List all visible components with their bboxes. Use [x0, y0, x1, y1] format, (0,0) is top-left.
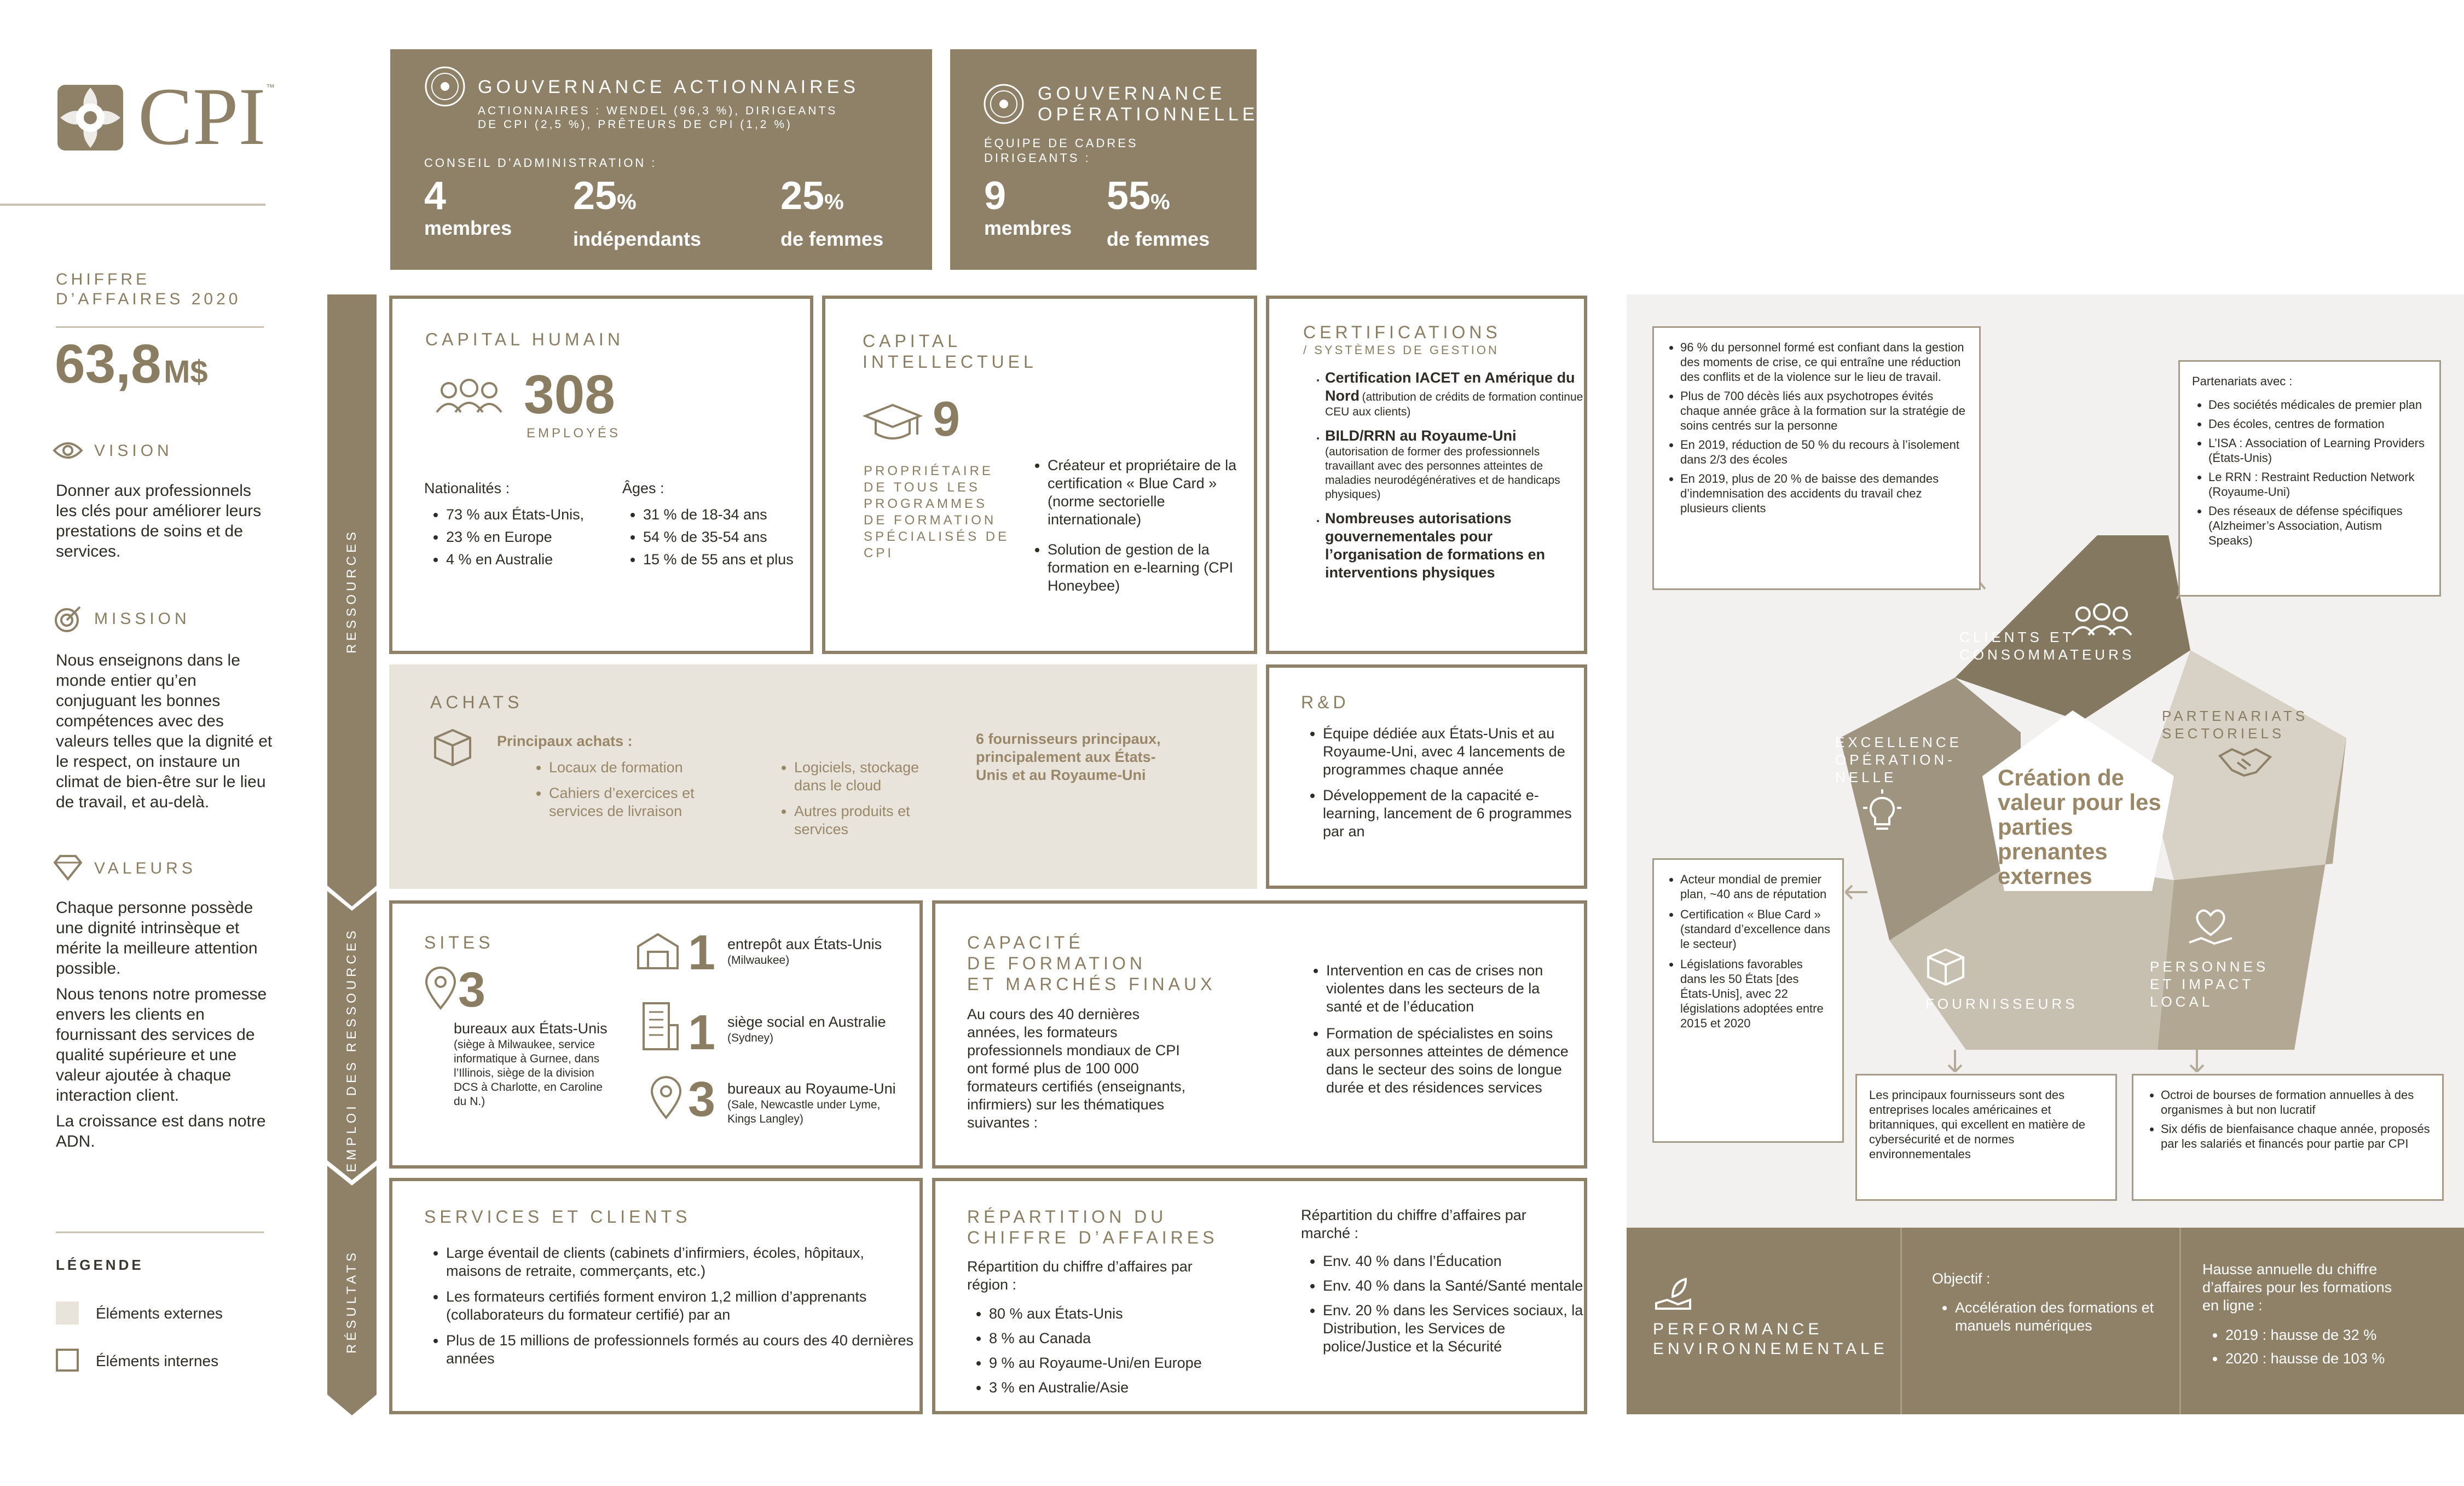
achats-col1: • Locaux de formation • Cahiers d’exercices et services de livraison [530, 759, 735, 825]
logo [55, 71, 275, 162]
certifications-box [1266, 296, 1587, 654]
vision-text: Donner aux professionnels les clés pour améliorer leurs prestations de soins et de services. [56, 482, 262, 560]
env-panel [1627, 1228, 2464, 1414]
capital-intellectuel-box [822, 296, 1257, 654]
revenue-divider [56, 326, 264, 328]
building-icon [636, 998, 680, 1053]
capacite-title: CAPACITÉ DE FORMATION ET MARCHÉS FINAUX [967, 933, 1216, 994]
env-hausse-title: Hausse annuelle du chiffre d’affaires pour les formations en ligne : [2202, 1261, 2392, 1314]
note-clients: • 96 % du personnel formé est confiant dans la gestion des moments de crise, ce qui entraîne une réduction des conflits et de la violence sur le lieu de travail. • Plus de 700 décès liés aux psychotropes évités chaque année grâce à la formation sur la stratégie de soins centrés sur la personne • En 2019, réduction de 50 % du recours à l’isolement dans 2/3 des écoles • En 2019, plus de 20 % de baisse des demandes d’indemnisation des accidents du travail chez plusieurs clients [1652, 326, 1981, 590]
gov-share-board: CONSEIL D’ADMINISTRATION : [424, 156, 657, 170]
gov-share-stat3: 25% de femmes [780, 174, 884, 250]
certifications-list: • Certification IACET en Amérique du Nord (attribution de crédits de formation continue CEU aux clients) • BILD/RRN au Royaume-Uni (autorisation de former des professionnels travaillant avec des personnes atteintes de maladies neurodégénératives et de handicaps physiques) • Nombreuses autorisations gouvernementales pour l’organisation de formations en interventions physiques [1306, 369, 1588, 586]
note-people: • Octroi de bourses de formation annuelles à des organismes à but non lucratif • Six défis de bienfaisance chaque année, proposés par les salariés et financés pour partie par CPI [2132, 1074, 2444, 1201]
seg-partners-label: PARTENARIATS SECTORIELS [2162, 708, 2309, 742]
capital-intellectuel-num: 9 [933, 392, 961, 447]
services-list: • Large éventail de clients (cabinets d’infirmiers, écoles, hôpitaux, maisons de retraite, commerçants, etc.) • Les formateurs certifiés forment environ 1,2 million d’apprenants (collaborateurs du formateur certifié) par an • Plus de 15 millions de professionnels formés au cours des 40 dernières années [427, 1244, 922, 1372]
achats-sub: Principaux achats : [497, 733, 633, 749]
repartition-title: RÉPARTITION DU CHIFFRE D’AFFAIRES [967, 1207, 1218, 1247]
certifications-sub: / SYSTÈMES DE GESTION [1303, 343, 1499, 357]
gov-op-sub: ÉQUIPE DE CADRES DIRIGEANTS : [984, 136, 1138, 165]
sites-box [389, 900, 923, 1169]
achats-box [389, 664, 1257, 889]
repartition-market-list: • Env. 40 % dans l’Éducation • Env. 40 % dans la Santé/Santé mentale • Env. 20 % dans les Services sociaux, la Distribution, les Services de police/Justice et la Sécurité [1304, 1252, 1586, 1360]
capital-humain-num: 308 [524, 364, 615, 425]
location-pin-icon [650, 1076, 682, 1120]
eye-icon [53, 440, 83, 461]
mission-text: Nous enseignons dans le monde entier qu’en conjuguant les bonnes compétences avec des valeurs telles que la dignité et le respect, on instaure un climat de bien-être sur le lieu de travail, et au-delà. [56, 651, 273, 811]
seg-excellence-label: EXCELLENCE OPÉRATION-NELLE [1835, 734, 1962, 785]
certifications-title: CERTIFICATIONS [1303, 322, 1501, 342]
rail-ressources-label: RESSOURCES [344, 528, 359, 654]
env-objective-title: Objectif : [1932, 1270, 1991, 1287]
capital-intellectuel-list: • Créateur et propriétaire de la certification « Blue Card » (norme sectorielle internationale) • Solution de gestion de la formation en e-learning (CPI Honeybee) [1029, 456, 1256, 599]
location-pin-icon [424, 967, 457, 1010]
box-icon [431, 726, 475, 770]
seg-clients-label: CLIENTS ET CONSOMMATEURS [1959, 629, 2135, 663]
valeurs-title: VALEURS [94, 859, 196, 877]
legend-divider [56, 1231, 264, 1233]
seg-people-label: PERSONNES ET IMPACT LOCAL [2150, 958, 2269, 1010]
sites-n1: 3 [458, 963, 486, 1017]
gov-op-stat1: 9 membres [984, 174, 1072, 239]
repartition-region-list: • 80 % aux États-Unis • 8 % au Canada • 9 % au Royaume-Uni/en Europe • 3 % en Australie/Asie [970, 1305, 1274, 1401]
env-divider-1 [1900, 1228, 1902, 1414]
capacite-text: Au cours des 40 dernières années, les formateurs professionnels mondiaux de CPI ont formé plus de 100 000 formateurs certifiés (enseignants, infirmiers) sur les thématiques suivantes : [967, 1006, 1186, 1131]
capacite-list: • Intervention en cas de crises non violentes dans les secteurs de la santé et de l’éducation • Formation de spécialistes en soins aux personnes atteintes de démence dans le secteur des soins de longue durée et des résidences services [1308, 962, 1572, 1101]
capital-intellectuel-desc: PROPRIÉTAIRE DE TOUS LES PROGRAMMES DE FORMATION SPÉCIALISÉS DE CPI [864, 464, 1010, 560]
seg-suppliers-label: FOURNISSEURS [1925, 996, 2078, 1012]
rail-resultats-label: RÉSULTATS [344, 1249, 359, 1354]
services-box [389, 1178, 923, 1414]
logo-tm: ™ [266, 83, 275, 92]
note-excellence: • Acteur mondial de premier plan, ~40 ans de réputation • Certification « Blue Card » (standard d’excellence dans le secteur) • Législations favorables dans les 50 États [des États-Unis], avec 22 législations adoptées entre 2015 et 2020 [1652, 858, 1844, 1143]
env-objective-list: • Accélération des formations et manuels numériques [1936, 1299, 2196, 1339]
gov-op-panel [950, 49, 1257, 270]
legend-internal-label: Éléments internes [96, 1352, 219, 1369]
seal-icon [982, 82, 1026, 126]
vision-title: VISION [94, 442, 173, 460]
achats-col2: • Logiciels, stockage dans le cloud • Autres produits et services [776, 759, 953, 843]
gov-share-panel [390, 49, 932, 270]
note-partners: Partenariats avec : • Des sociétés médicales de premier plan • Des écoles, centres de formation • L’ISA : Association of Learning Providers (États-Unis) • Le RRN : Restraint Reduction Network (Royaume-Uni) • Des réseaux de défense spécifiques (Alzheimer’s Association, Autism Speaks) [2178, 360, 2441, 597]
sites-t1: bureaux aux États-Unis (siège à Milwaukee, service informatique à Gurnee, dans l’Illinois, siège de la division DCS à Charlotte, en Caroline du N.) [454, 1020, 608, 1108]
repartition-market-title: Répartition du chiffre d’affaires par marché : [1301, 1207, 1526, 1241]
nationalites-list: • 73 % aux États-Unis, • 23 % en Europe • 4 % en Australie [427, 506, 632, 573]
achats-title: ACHATS [430, 692, 523, 712]
gov-op-title: GOUVERNANCE OPÉRATIONNELLE [1038, 83, 1259, 125]
rd-list: • Équipe dédiée aux États-Unis et au Royaume-Uni, avec 4 lancements de programmes chaque année • Développement de la capacité e-learning, lancement de 6 programmes par an [1304, 725, 1580, 845]
sites-t4: bureaux au Royaume-Uni (Sale, Newcastle under Lyme, Kings Langley) [727, 1080, 896, 1125]
env-hausse-list: • 2019 : hausse de 32 % • 2020 : hausse de 103 % [2207, 1326, 2455, 1372]
rail-emploi-label: EMPLOI DES RESSOURCES [344, 927, 359, 1172]
sites-n3: 1 [688, 1005, 716, 1060]
sites-n4: 3 [688, 1072, 716, 1127]
capital-intellectuel-title: CAPITAL INTELLECTUEL [863, 331, 1037, 372]
rd-box [1266, 664, 1587, 889]
services-title: SERVICES ET CLIENTS [424, 1207, 691, 1227]
cpi-logo-icon [55, 82, 126, 153]
revenue-label: CHIFFRE D’AFFAIRES 2020 [56, 270, 241, 308]
gov-share-stat1: 4 membres [424, 174, 512, 239]
mission-title: MISSION [94, 610, 190, 628]
ages-title: Âges : [622, 480, 664, 496]
diamond-icon [53, 854, 83, 881]
gov-op-stat2: 55% de femmes [1107, 174, 1210, 250]
seal-icon [423, 65, 467, 108]
sites-t3: siège social en Australie (Sydney) [727, 1014, 886, 1044]
achats-col3: 6 fournisseurs principaux, principalement aux États-Unis et au Royaume-Uni [976, 731, 1161, 783]
note-suppliers: Les principaux fournisseurs sont des entreprises locales américaines et britanniques, qui excellent en matière de cybersécurité et de normes environnementales [1855, 1074, 2117, 1201]
legend-external-swatch [56, 1302, 79, 1325]
target-icon [53, 604, 83, 634]
valeurs-text: Chaque personne possède une dignité intrinsèque et mérite la meilleure attention possible. Nous tenons notre promesse envers les clients en fournissant des services de qualité supérieure et une valeur ajoutée à chaque interaction client. La croissance est dans notre ADN. [56, 899, 267, 1150]
sites-n2: 1 [688, 926, 716, 980]
people-icon [433, 378, 505, 417]
ages-list: • 31 % de 18-34 ans • 54 % de 35-54 ans • 15 % de 55 ans et plus [624, 506, 807, 573]
legend-title: LÉGENDE [56, 1257, 144, 1273]
env-title: PERFORMANCE ENVIRONNEMENTALE [1653, 1320, 1888, 1358]
legend-external-label: Éléments externes [96, 1305, 223, 1322]
nationalites-title: Nationalités : [424, 480, 510, 496]
legend-internal-swatch [56, 1349, 79, 1372]
repartition-region-title: Répartition du chiffre d’affaires par région : [967, 1258, 1193, 1293]
env-divider-2 [2179, 1228, 2181, 1414]
logo-text: CPI [138, 71, 266, 162]
gov-share-title: GOUVERNANCE ACTIONNAIRES [478, 77, 859, 97]
capacite-box [932, 900, 1587, 1169]
capital-humain-title: CAPITAL HUMAIN [425, 329, 624, 349]
logo-divider [0, 204, 265, 206]
capital-humain-box [389, 296, 813, 654]
capital-humain-num-label: EMPLOYÉS [527, 426, 621, 441]
sites-t2: entrepôt aux États-Unis (Milwaukee) [727, 936, 882, 967]
gov-share-sub: ACTIONNAIRES : WENDEL (96,3 %), DIRIGEANTS DE CPI (2,5 %), PRÊTEURS DE CPI (1,2 %) [478, 105, 838, 131]
gov-share-stat2: 25% indépendants [573, 174, 702, 250]
revenue-value: 63,8 M$ [55, 333, 208, 395]
warehouse-icon [636, 931, 680, 970]
sites-title: SITES [424, 933, 494, 952]
repartition-box [932, 1178, 1587, 1414]
value-center-text: Création de valeur pour les parties prenantes externes [1998, 765, 2161, 889]
rd-title: R&D [1301, 692, 1350, 712]
graduation-cap-icon [863, 401, 923, 444]
plant-hand-icon [1654, 1275, 1692, 1313]
